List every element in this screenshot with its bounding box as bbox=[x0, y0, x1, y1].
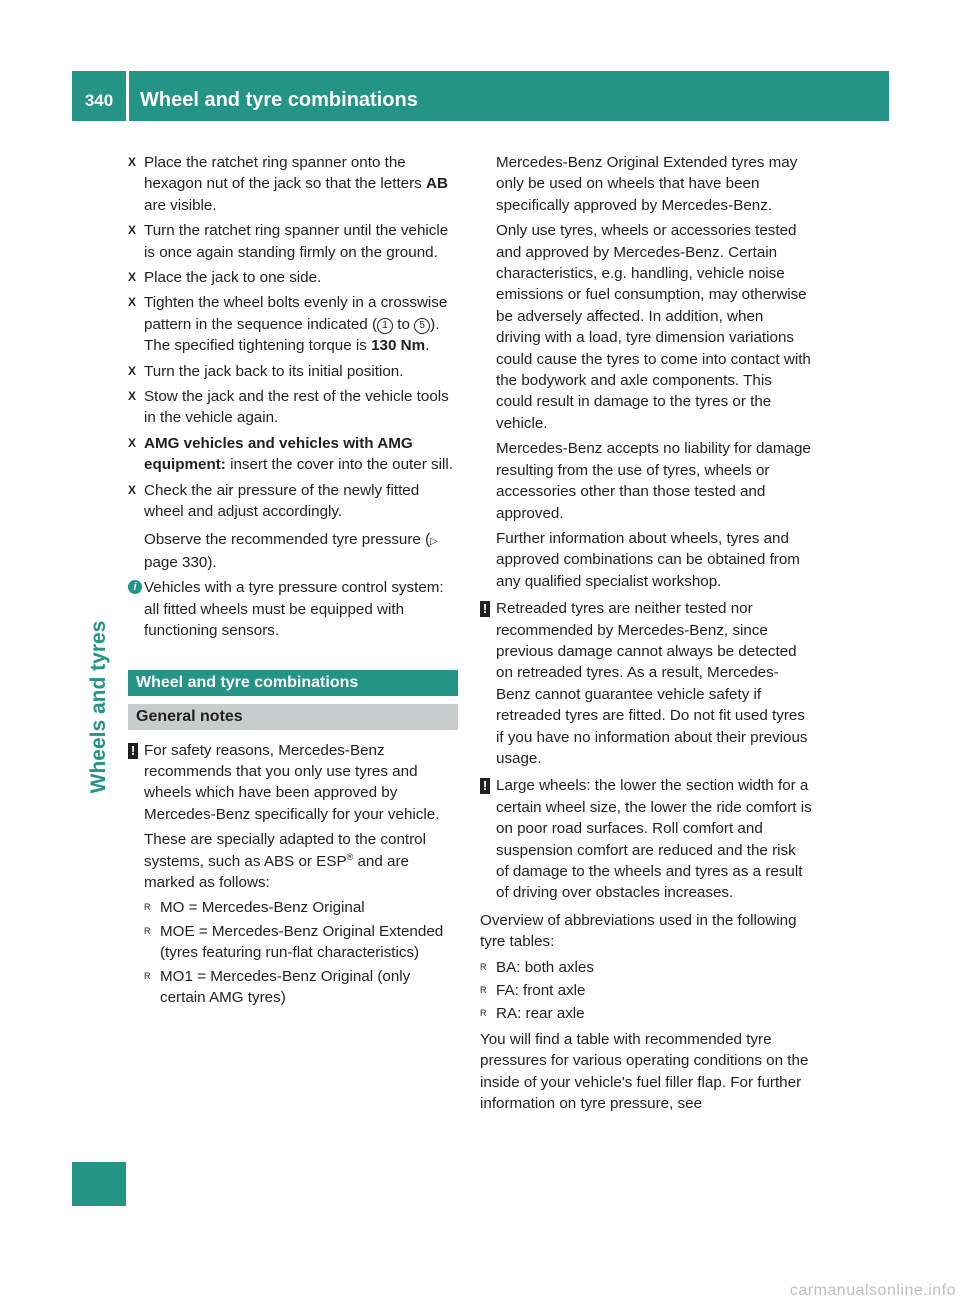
warning-note: ! Retreaded tyres are neither tested nor recommended by Mercedes-Benz, since previous damage cannot always be detected on retreaded tyres. As a result, Mercedes-Benz cannot guarantee vehicle safety if retreaded tyres are fitted. Do not fit used tyres if you have no information about their previous usage. bbox=[480, 598, 812, 769]
note-continuation: Mercedes-Benz Original Extended tyres may only be used on wheels that have been specifically approved by Mercedes-Benz. Only use tyres, wheels or accessories tested and approved by Mercedes-Benz. Certain characteristics, e.g. handling, vehicle noise emissions or fuel consumption, may otherwise be adversely affected. In addition, when driving with a load, tyre dimension variations could cause the tyres to come into contact with the bodywork and axle components. This could result in damage to the tyres or the vehicle. Mercedes-Benz accepts no liability for damage resulting from the use of tyres, wheels or accessories other than those tested and approved. Further information about wheels, tyres and approved combinations can be obtained from any qualified specialist workshop. bbox=[496, 154, 811, 590]
section-heading: Wheel and tyre combinations bbox=[128, 670, 458, 696]
list-bullet-icon: R bbox=[480, 961, 487, 972]
step-arrow-icon: X bbox=[128, 295, 137, 310]
step-arrow-icon: X bbox=[128, 155, 137, 169]
list-item: R MOE = Mercedes-Benz Original Extended (tyres featuring run-flat characteristics) bbox=[144, 922, 444, 962]
step-item: X Place the jack to one side. bbox=[128, 267, 458, 288]
circled-number-icon: 1 bbox=[377, 318, 393, 334]
side-tab-marker bbox=[72, 1162, 126, 1206]
step-arrow-icon: X bbox=[128, 363, 137, 378]
left-column bbox=[128, 152, 458, 1014]
subsection-heading: General notes bbox=[128, 704, 458, 730]
step-item: X Turn the ratchet ring spanner until the vehicle is once again standing firmly on the ground. bbox=[128, 222, 449, 261]
list-bullet-icon: R bbox=[480, 1008, 487, 1019]
step-arrow-icon: X bbox=[128, 482, 137, 497]
warning-icon: ! bbox=[480, 778, 490, 794]
list-bullet-icon: R bbox=[144, 925, 151, 936]
warning-note: ! For safety reasons, Mercedes-Benz recommends that you only use tyres and wheels which have been approved by Mercedes-Benz specifically for your vehicle. These are specially adapted to the control systems, such as ABS or ESP® and are marked as follows: R MO = Mercedes-Benz Original R MOE = Mercedes-Benz Original Extended (tyres featuring run-flat characteristics) R MO1 = Mercedes-Benz Original (only certain AMG tyres) bbox=[128, 740, 458, 1009]
step-arrow-icon: X bbox=[128, 389, 137, 404]
right-column bbox=[480, 152, 812, 1118]
list-bullet-icon: R bbox=[144, 902, 151, 913]
list-item: R MO = Mercedes-Benz Original bbox=[144, 897, 458, 918]
list-item: R FA: front axle bbox=[480, 980, 812, 1001]
list-item: R MO1 = Mercedes-Benz Original (only certain AMG tyres) bbox=[144, 967, 411, 1006]
step-item: X Check the air pressure of the newly fitted wheel and adjust accordingly. Observe the recommended tyre pressure (▷ page 330). bbox=[128, 481, 438, 571]
circled-number-icon: 5 bbox=[414, 318, 430, 334]
closing-text: You will find a table with recommended tyre pressures for various operating conditions on the inside of your vehicle's fuel filler flap. For further information on tyre pressure, see bbox=[480, 1030, 809, 1113]
warning-icon: ! bbox=[480, 601, 490, 617]
step-item: X Stow the jack and the rest of the vehicle tools in the vehicle again. bbox=[128, 388, 449, 427]
header-divider bbox=[126, 71, 129, 121]
side-tab-label: Wheels and tyres bbox=[87, 620, 110, 794]
abbreviation-list bbox=[480, 957, 812, 1025]
page-header bbox=[72, 71, 889, 121]
warning-icon: ! bbox=[128, 743, 138, 759]
list-item: R RA: rear axle bbox=[480, 1003, 812, 1024]
page-number: 340 bbox=[84, 91, 114, 110]
warning-note: ! Large wheels: the lower the section width for a certain wheel size, the lower the ride comfort is on poor road surfaces. Roll comfort and suspension comfort are reduced and the risk of damage to the wheels and tyres as a result of driving over obstacles increases. bbox=[480, 775, 812, 903]
step-arrow-icon: X bbox=[128, 270, 137, 285]
info-note: i Vehicles with a tyre pressure control system: all fitted wheels must be equipped with functioning sensors. bbox=[128, 577, 458, 641]
step-item: X Tighten the wheel bolts evenly in a crosswise pattern in the sequence indicated ( 1 to 5 ). The specified tightening torque is 130 Nm. bbox=[128, 294, 448, 355]
watermark-text: carmanualsonline.info bbox=[789, 1282, 956, 1299]
list-bullet-icon: R bbox=[144, 970, 151, 981]
page-reference-icon: ▷ bbox=[430, 535, 438, 547]
list-bullet-icon: R bbox=[480, 985, 487, 996]
markings-list bbox=[144, 897, 458, 1008]
info-icon: i bbox=[128, 580, 142, 594]
step-item: X Place the ratchet ring spanner onto the hexagon nut of the jack so that the letters AB are visible. bbox=[128, 154, 448, 214]
list-item: R BA: both axles bbox=[480, 957, 812, 978]
overview-text: Overview of abbreviations used in the following tyre tables: bbox=[480, 911, 797, 951]
step-item: X AMG vehicles and vehicles with AMG equipment: insert the cover into the outer sill. bbox=[128, 434, 453, 474]
step-item: X Turn the jack back to its initial position. bbox=[128, 361, 458, 382]
step-arrow-icon: X bbox=[128, 223, 137, 238]
step-arrow-icon: X bbox=[128, 435, 137, 450]
header-title: Wheel and tyre combinations bbox=[140, 88, 418, 111]
